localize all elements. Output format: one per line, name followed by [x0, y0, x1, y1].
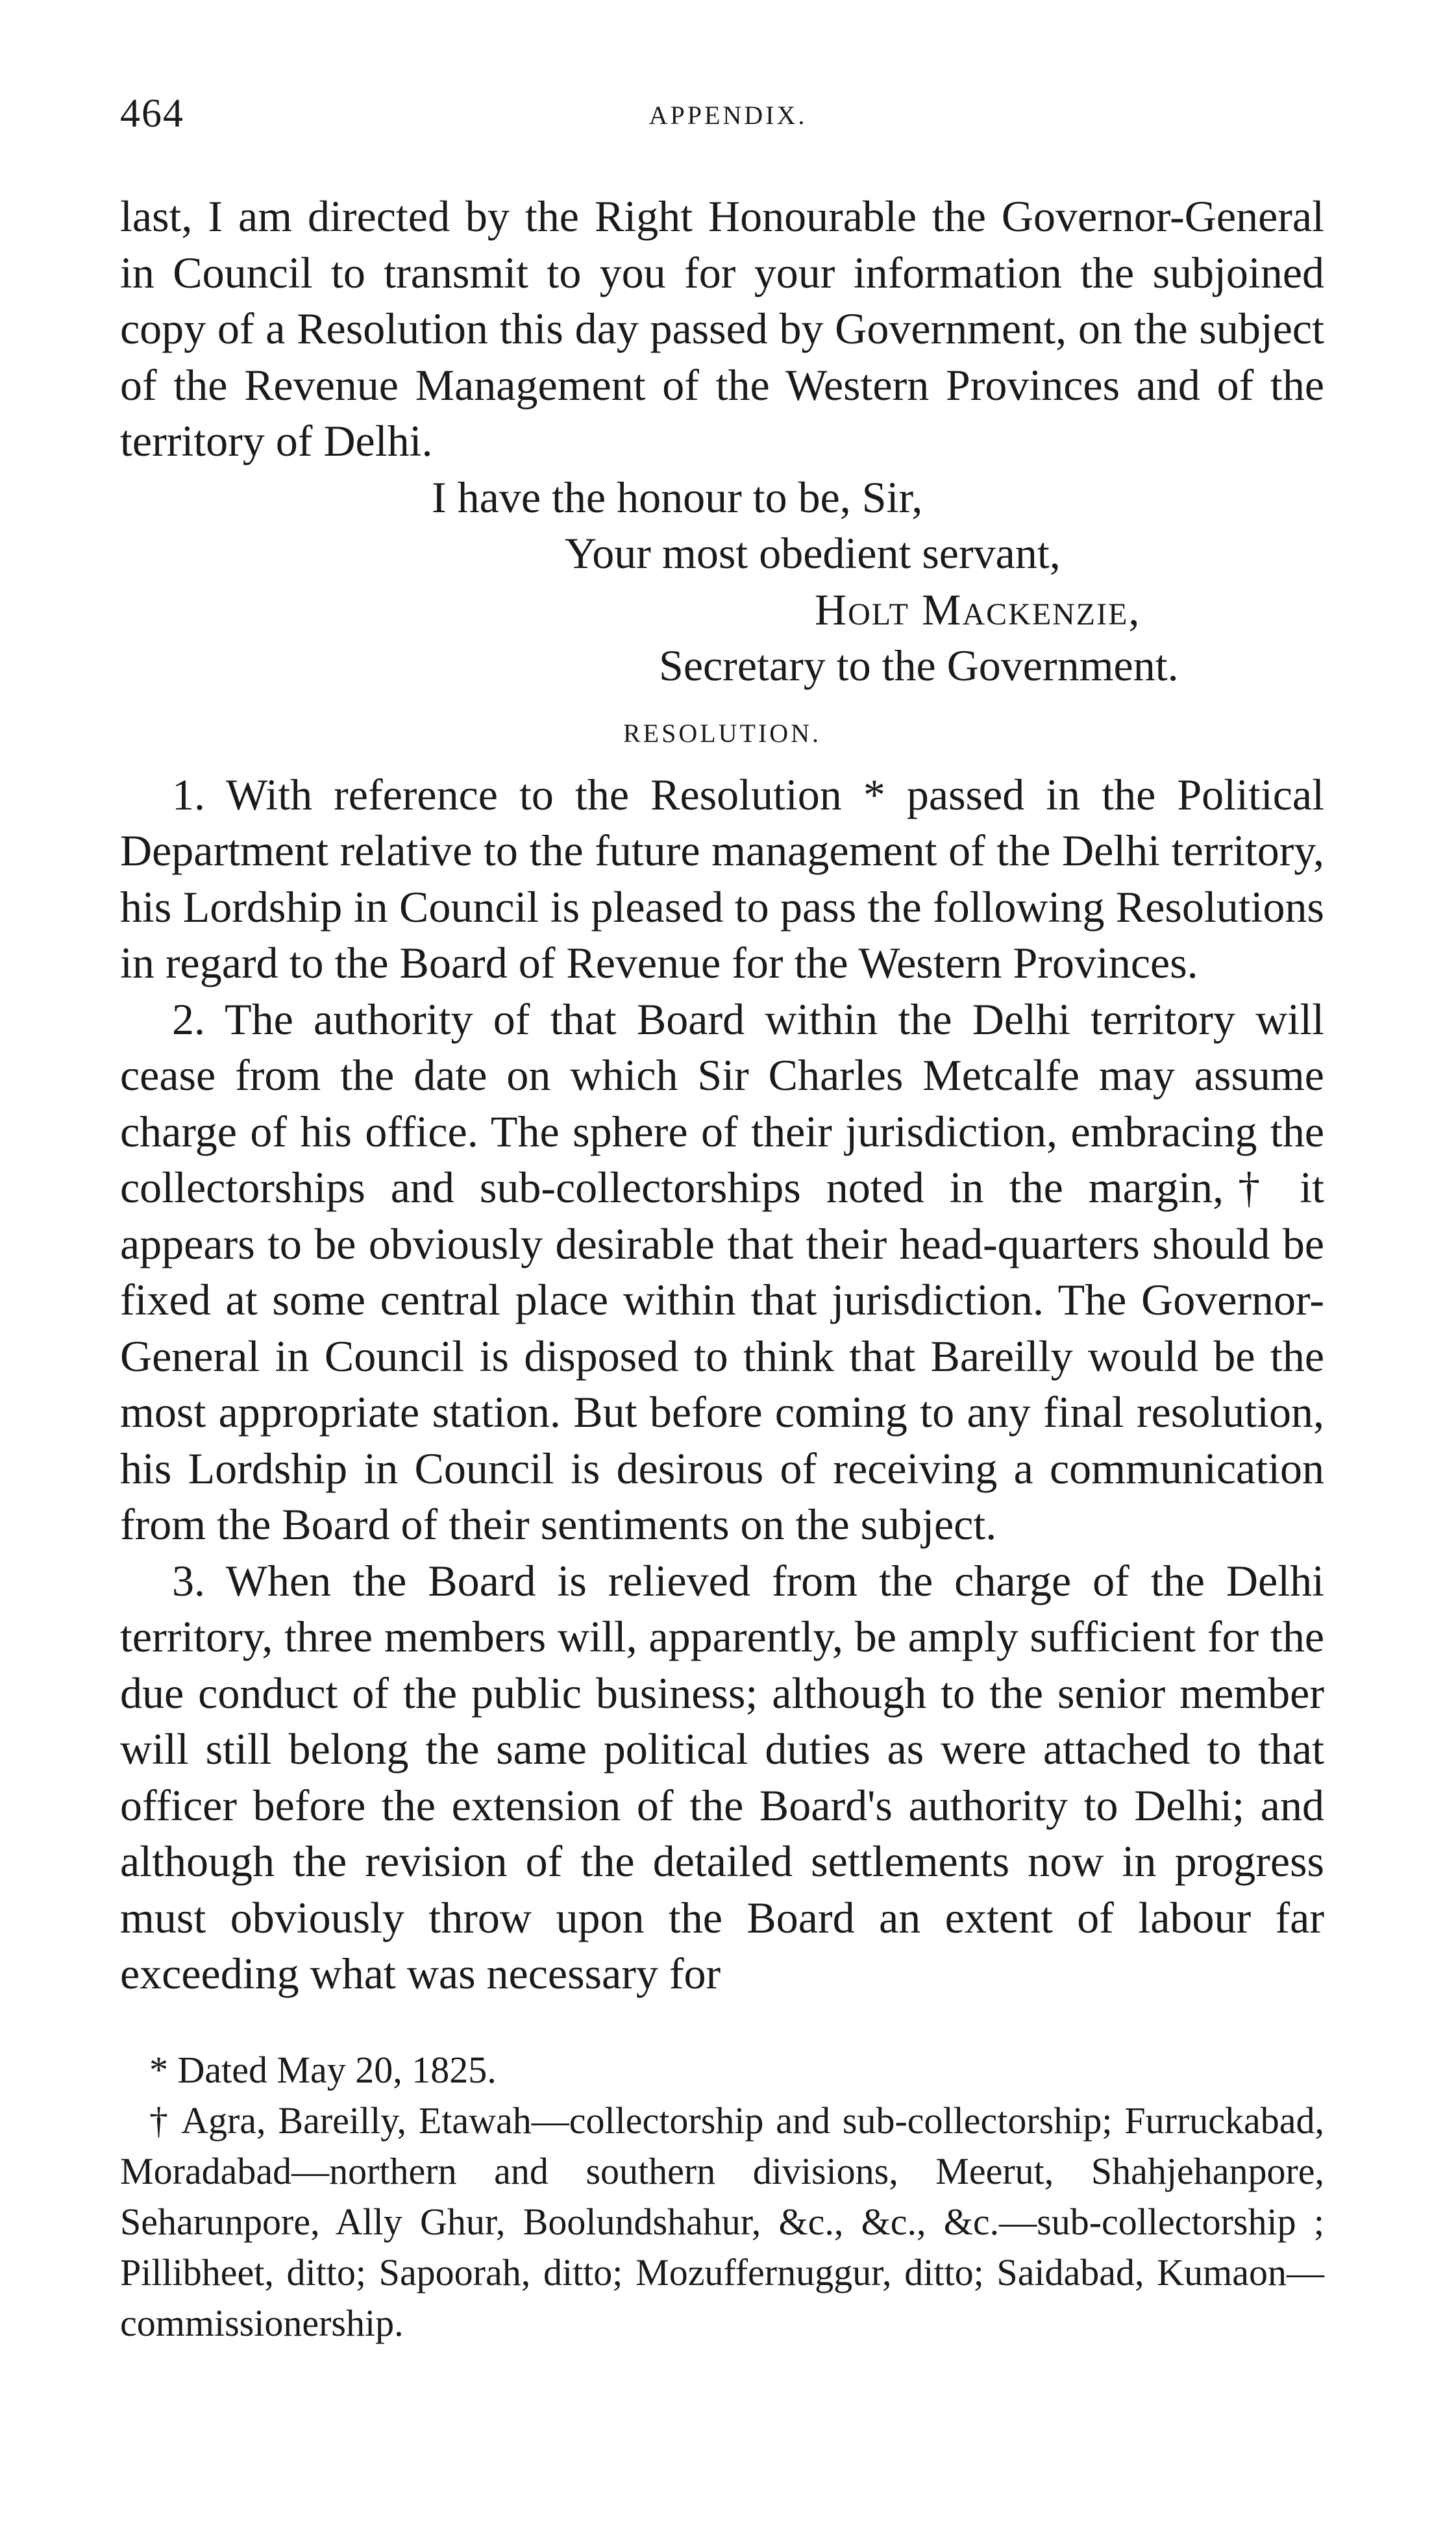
page-number: 464	[120, 92, 184, 136]
signatory-title: Secretary to the Government.	[659, 641, 1179, 690]
closing-line: Your most obedient servant,	[565, 528, 1061, 578]
footnote: * Dated May 20, 1825.	[149, 2049, 497, 2091]
closing-line: I have the honour to be, Sir,	[432, 472, 923, 522]
footnote: † Agra, Bareilly, Etawah—collectorship and sub-collectorship; Furruckabad, Moradabad—northern and southern divisions, Meerut, Shahjehanpore, Seharunpore, Ally Ghur, Boolundshahur, &c., &c., &c.—sub-collectorship ; Pillibheet, ditto; Sapoorah, ditto; Mozuffernuggur, ditto; Saidabad, Kumaon—commissionership.	[120, 2099, 1324, 2344]
signature: Holt Mackenzie,	[815, 584, 1141, 634]
letter-paragraph: last, I am directed by the Right Honourable the Governor-General in Council to transmit to you for your information the subjoined copy of a Resolution this day passed by Government, on the subject of the Revenue Management of the Western Provinces and of the territory of Delhi.	[120, 192, 1324, 465]
resolution-paragraph: 2. The authority of that Board within the Delhi territory will cease from the date on which Sir Charles Metcalfe may assume charge of his office. The sphere of their jurisdiction, embracing the collectorships and sub-collectorships noted in the margin,† it appears to be obviously desirable that their head-quarters should be fixed at some central place within that jurisdiction. The Governor-General in Council is disposed to think that Bareilly would be the most appropriate station. But before coming to any final resolution, his Lordship in Council is desirous of receiving a communication from the Board of their sentiments on the subject.	[120, 994, 1324, 1549]
section-heading: RESOLUTION.	[623, 718, 822, 748]
resolution-paragraph: 1. With reference to the Resolution * passed in the Political Department relative to the future management of the Delhi territory, his Lordship in Council is pleased to pass the following Resolutions in regard to the Board of Revenue for the Western Provinces.	[120, 769, 1324, 987]
running-head: APPENDIX.	[648, 101, 808, 130]
page-header	[120, 91, 1336, 149]
footnotes	[120, 2045, 1324, 2349]
body-text	[120, 188, 1324, 2002]
letter-closing	[120, 469, 1324, 694]
resolution-paragraph: 3. When the Board is relieved from the charge of the Delhi territory, three members will, apparently, be amply sufficient for the due conduct of the public business; although to the senior member will still belong the same political duties as were attached to that officer before the extension of the Board's authority to Delhi; and although the revision of the detailed settlements now in progress must obviously throw upon the Board an extent of labour far exceeding what was necessary for	[120, 1555, 1324, 1998]
